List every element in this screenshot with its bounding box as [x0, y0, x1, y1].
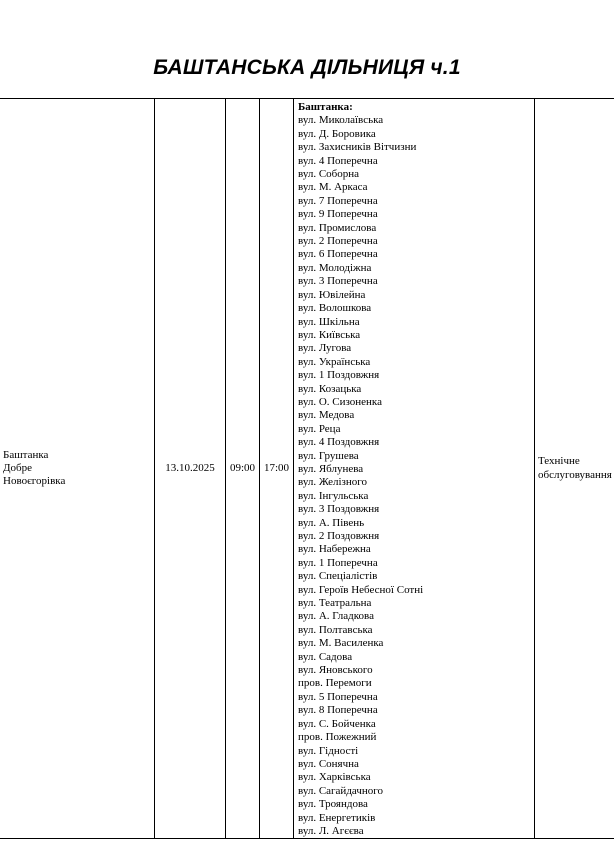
street-item: вул. Харківська: [298, 771, 371, 784]
street-item: вул. Захисників Вітчизни: [298, 141, 417, 154]
table-row: [0, 99, 614, 839]
street-item: вул. Українська: [298, 355, 371, 368]
street-item: вул. 9 Поперечна: [298, 208, 378, 221]
street-item: вул. А. Півень: [298, 516, 365, 529]
street-item: вул. Медова: [298, 409, 355, 422]
street-item: вул. Миколаївська: [298, 114, 384, 127]
page-title: БАШТАНСЬКА ДІЛЬНИЦЯ ч.1: [153, 56, 461, 79]
streets-cell: [294, 99, 535, 839]
street-item: вул. Промислова: [298, 221, 377, 234]
street-item: вул. Героїв Небесної Сотні: [298, 583, 424, 596]
street-item: вул. М. Аркаса: [298, 181, 368, 194]
street-item: вул. С. Бойченка: [298, 717, 376, 730]
street-item: вул. Спеціалістів: [298, 570, 378, 583]
street-item: вул. Л. Агєєва: [298, 824, 364, 837]
street-item: вул. Набережна: [298, 543, 371, 556]
street-item: вул. 3 Поздовжня: [298, 503, 380, 516]
street-list: [298, 114, 534, 838]
date-cell: 13.10.2025: [155, 99, 226, 839]
street-item: вул. Театральна: [298, 597, 372, 610]
outage-schedule-table: [0, 98, 614, 839]
settlement-name: Добре: [3, 461, 32, 474]
street-item: вул. Ювілейна: [298, 288, 366, 301]
settlements-cell: [0, 99, 155, 839]
street-item: вул. 3 Поперечна: [298, 275, 378, 288]
street-item: вул. 4 Поперечна: [298, 154, 378, 167]
settlement-name: Баштанка: [3, 448, 49, 461]
start-time-cell: 09:00: [226, 99, 260, 839]
locality-heading: Баштанка:: [298, 101, 353, 113]
street-item: вул. Садова: [298, 650, 353, 663]
street-item: вул. 2 Поздовжня: [298, 530, 380, 542]
street-item: вул. Шкільна: [298, 315, 360, 328]
street-item: вул. Київська: [298, 328, 361, 341]
street-item: вул. Трояндова: [298, 798, 368, 811]
street-item: вул. Волошкова: [298, 302, 372, 315]
street-item: вул. 2 Поперечна: [298, 235, 378, 248]
street-item: вул. Козацька: [298, 382, 362, 395]
street-item: вул. Яновського: [298, 664, 373, 677]
street-item: вул. Лугова: [298, 342, 352, 355]
street-item: вул. 7 Поперечна: [298, 194, 378, 207]
street-item: вул. Сонячна: [298, 757, 359, 770]
end-time-cell: 17:00: [260, 99, 294, 839]
street-item: вул. Полтавська: [298, 623, 373, 636]
street-item: вул. Інгульська: [298, 489, 369, 502]
street-item: вул. Грушева: [298, 449, 359, 462]
street-item: вул. Сагайдачного: [298, 784, 384, 797]
settlement-name: Новоєгорівка: [3, 475, 66, 488]
street-item: вул. Гідності: [298, 744, 359, 757]
street-item: вул. Яблунева: [298, 462, 364, 475]
street-item: вул. 8 Поперечна: [298, 704, 378, 717]
street-item: пров. Пожежний: [298, 731, 377, 744]
street-item: вул. 1 Поперечна: [298, 556, 378, 569]
street-item: пров. Перемоги: [298, 677, 372, 690]
street-item: вул. 5 Поперечна: [298, 690, 378, 703]
street-item: вул. Соборна: [298, 168, 360, 181]
street-item: вул. Реца: [298, 422, 341, 435]
street-item: вул. 4 Поздовжня: [298, 436, 380, 449]
street-item: вул. О. Сизоненка: [298, 395, 382, 408]
street-item: вул. 6 Поперечна: [298, 248, 378, 261]
reason-cell: Технічне обслуговування: [535, 99, 614, 839]
street-item: вул. Д. Боровика: [298, 127, 376, 140]
street-item: вул. Желізного: [298, 476, 368, 489]
street-item: вул. А. Гладкова: [298, 610, 374, 623]
street-item: вул. Молодіжна: [298, 261, 372, 274]
street-item: вул. М. Василенка: [298, 637, 384, 650]
street-item: вул. Енергетиків: [298, 811, 376, 824]
street-item: вул. 1 Поздовжня: [298, 369, 380, 382]
